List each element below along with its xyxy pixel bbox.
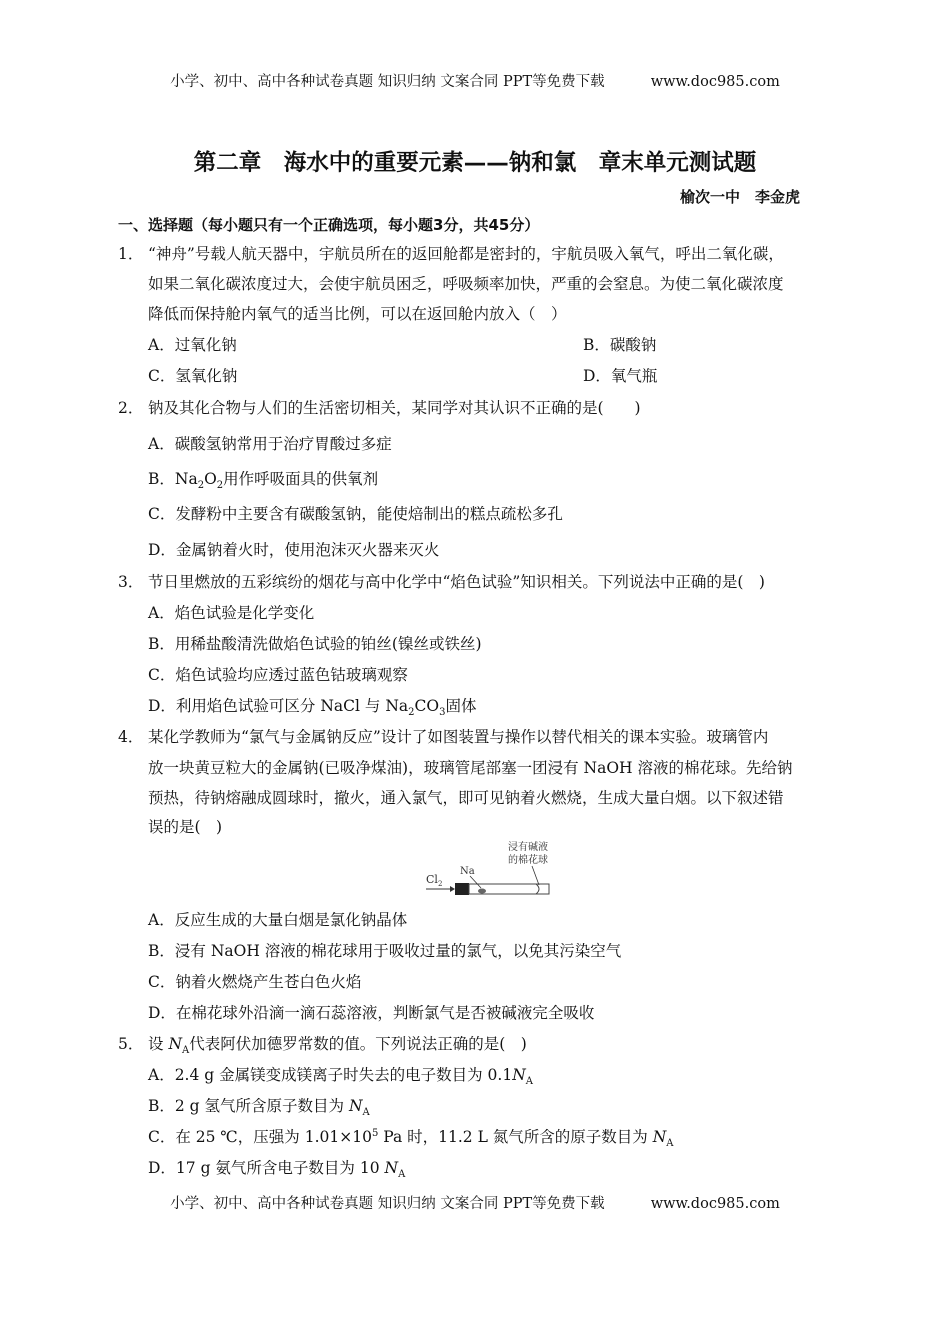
q1-stem-line3: 降低而保持舱内氧气的适当比例，可以在返回舱内放入（ ）: [148, 305, 567, 323]
q1-number: 1．: [118, 245, 144, 263]
header-text: 小学、初中、高中各种试卷真题 知识归纳 文案合同 PPT等免费下载: [170, 74, 605, 90]
q3-option-c: C．焰色试验均应透过蓝色钴玻璃观察: [148, 666, 408, 684]
q5-option-a: A．2.4 g 金属镁变成镁离子时失去的电子数目为 $0.1N_A$: [148, 1066, 533, 1088]
q3-option-d: D．利用焰色试验可区分 NaCl 与 $Na_2CO_3$固体: [148, 697, 477, 719]
apparatus-figure: [422, 839, 562, 903]
q5-option-b: B．2 g 氢气所含原子数目为 $N_A$: [148, 1097, 370, 1119]
q4-stem-line3: 预热，待钠熔融成圆球时，撤火，通入氯气，即可见钠着火燃烧，生成大量白烟。以下叙述错: [148, 789, 784, 807]
cotton-ball: [536, 884, 539, 894]
q1-stem-line2: 如果二氧化碳浓度过大，会使宇航员困乏，呼吸频率加快，严重的会窒息。为使二氧化碳浓度: [148, 275, 784, 293]
q4-stem-line4: 误的是( ): [148, 818, 223, 836]
q1-option-d: D．氧气瓶: [583, 367, 658, 385]
q4-option-d: D．在棉花球外沿滴一滴石蕊溶液，判断氯气是否被碱液完全吸收: [148, 1004, 595, 1022]
q4-option-c: C．钠着火燃烧产生苍白色火焰: [148, 973, 362, 991]
page-header: [0, 70, 950, 91]
footer-text: 小学、初中、高中各种试卷真题 知识归纳 文案合同 PPT等免费下载: [170, 1196, 605, 1212]
q4-stem-line1: 某化学教师为“氯气与金属钠反应”设计了如图装置与操作以替代相关的课本实验。玻璃管内: [148, 728, 769, 746]
na-pointer: [470, 876, 481, 888]
q1-option-a: A．过氧化钠: [148, 336, 237, 354]
q2-number: 2．: [118, 399, 144, 417]
q3-stem: 节日里燃放的五彩缤纷的烟花与高中化学中“焰色试验”知识相关。下列说法中正确的是( ): [148, 573, 765, 591]
stopper: [455, 883, 469, 895]
q3-number: 3．: [118, 573, 144, 591]
q2-option-a: A．碳酸氢钠常用于治疗胃酸过多症: [148, 435, 392, 453]
q4-option-a: A．反应生成的大量白烟是氯化钠晶体: [148, 911, 408, 929]
q2-option-d: D．金属钠着火时，使用泡沫灭火器来灭火: [148, 541, 440, 559]
fig-cotton-label-2: 的棉花球: [508, 855, 548, 866]
sodium-piece: [478, 889, 486, 894]
fig-cl2-label: $Cl_2$: [426, 873, 443, 888]
section-heading: 一、选择题（每小题只有一个正确选项，每小题3分，共45分）: [118, 216, 540, 234]
q1-option-c: C．氢氧化钠: [148, 367, 238, 385]
q5-stem: 设 $N_A$代表阿伏加德罗常数的值。下列说法正确的是( ): [148, 1035, 527, 1057]
q1-option-b: B．碳酸钠: [583, 336, 657, 354]
q3-option-a: A．焰色试验是化学变化: [148, 604, 315, 622]
q4-stem-line2: 放一块黄豆粒大的金属钠(已吸净煤油)，玻璃管尾部塞一团浸有 NaOH 溶液的棉花球。先给钠: [148, 759, 793, 777]
q5-option-c: C．在 25 ℃，压强为 $1.01\times 10^5$ Pa 时，11.2 L 氮气所含的原子数目为 $N_A$: [148, 1127, 674, 1150]
cotton-pointer: [532, 866, 539, 885]
fig-na-label: Na: [460, 866, 475, 877]
q1-stem-line1: “神舟”号载人航天器中，宇航员所在的返回舱都是密封的，宇航员吸入氧气，呼出二氧化碳，: [148, 245, 784, 263]
q2-option-c: C．发酵粉中主要含有碳酸氢钠，能使焙制出的糕点疏松多孔: [148, 505, 563, 523]
q2-option-b: B．$Na_2O_2$用作呼吸面具的供氧剂: [148, 470, 379, 492]
arrow-head-icon: [450, 886, 455, 892]
author: 榆次一中 李金虎: [679, 188, 800, 206]
q5-option-d: D．17 g 氨气所含电子数目为 10 $N_A$: [148, 1159, 406, 1181]
page-title: 第二章 海水中的重要元素——钠和氯 章末单元测试题: [193, 150, 757, 176]
q3-option-b: B．用稀盐酸清洗做焰色试验的铂丝(镍丝或铁丝): [148, 635, 482, 653]
fig-cotton-label-1: 浸有碱液: [508, 842, 548, 853]
q4-option-b: B．浸有 NaOH 溶液的棉花球用于吸收过量的氯气，以免其污染空气: [148, 942, 622, 960]
page-footer: [0, 1192, 950, 1213]
footer-site[interactable]: www.doc985.com: [650, 1196, 780, 1212]
q5-number: 5．: [118, 1035, 144, 1053]
q2-stem: 钠及其化合物与人们的生活密切相关，某同学对其认识不正确的是( ): [148, 399, 641, 417]
header-site[interactable]: www.doc985.com: [650, 74, 780, 90]
q4-number: 4．: [118, 728, 144, 746]
